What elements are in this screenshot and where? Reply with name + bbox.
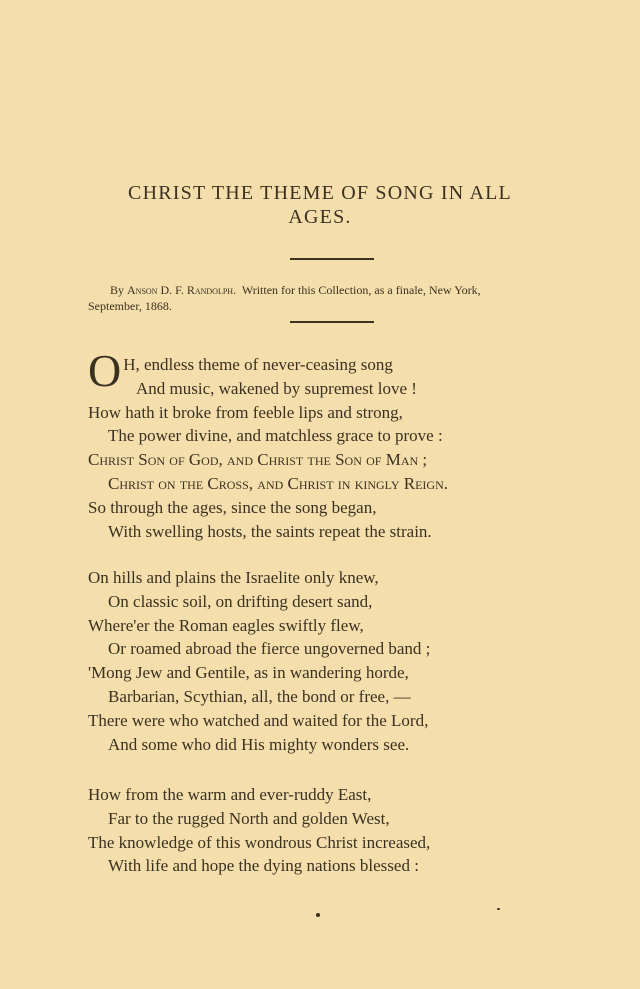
divider-bottom — [290, 321, 374, 323]
byline-date: September, 1868. — [88, 299, 172, 313]
poem-line: Far to the rugged North and golden West, — [108, 808, 390, 828]
poem-title-line-1: CHRIST THE THEME OF SONG IN ALL — [128, 182, 512, 204]
poem-title-line-2: AGES. — [288, 206, 352, 228]
stanza-2 — [88, 566, 608, 756]
poem-line: The knowledge of this wondrous Christ increased, — [88, 832, 431, 852]
poem-line: Barbarian, Scythian, all, the bond or free, — — [108, 686, 411, 706]
drop-cap: O — [88, 345, 122, 396]
poem-line: On classic soil, on drifting desert sand, — [108, 591, 373, 611]
stanza-1 — [88, 345, 608, 543]
poem-line: On hills and plains the Israelite only knew, — [88, 568, 379, 587]
poem-line: So through the ages, since the song began, — [88, 497, 377, 517]
poem-line: How from the warm and ever-ruddy East, — [88, 785, 372, 804]
poem-line: Where'er the Roman eagles swiftly flew, — [88, 615, 364, 635]
byline-by: By — [110, 283, 125, 297]
poem-line: Christ Son of God, and Christ the Son of Man ; — [88, 450, 428, 470]
poem-line: Or roamed abroad the fierce ungoverned band ; — [108, 639, 431, 659]
first-line-text: H, endless theme of never-ceasing song — [123, 355, 393, 374]
poem-line: How hath it broke from feeble lips and strong, — [88, 402, 403, 422]
poem-line: The power divine, and matchless grace to prove : — [108, 426, 443, 446]
ink-speck — [497, 908, 500, 910]
divider-top — [290, 258, 374, 260]
poem-line: 'Mong Jew and Gentile, as in wandering horde, — [88, 663, 409, 683]
poem-line: With life and hope the dying nations blessed : — [108, 856, 419, 876]
poem-line: And music, wakened by supremest love ! — [136, 378, 417, 398]
poem-line: Christ on the Cross, and Christ in kingly Reign. — [108, 473, 448, 493]
byline-author: Anson D. F. Randolph. — [127, 283, 237, 297]
stanza-3 — [88, 783, 608, 878]
byline-note: Written for this Collection, as a finale, New York, — [241, 283, 481, 297]
poem-line: There were who watched and waited for the Lord, — [88, 710, 429, 730]
ink-speck — [316, 913, 320, 917]
poem-line: And some who did His mighty wonders see. — [108, 734, 410, 754]
byline — [88, 282, 588, 314]
poem-line: With swelling hosts, the saints repeat the strain. — [108, 521, 432, 541]
